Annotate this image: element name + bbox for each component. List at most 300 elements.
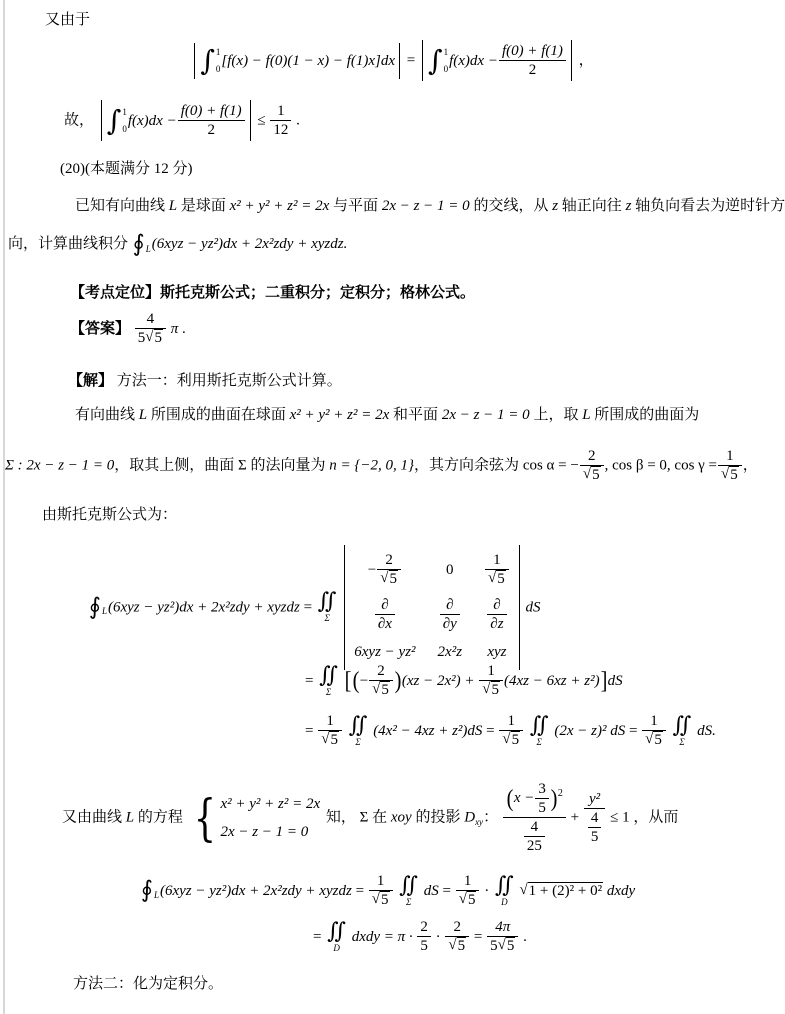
square-root [145,329,163,347]
double-integral-sign [348,712,368,747]
fraction-denominator: ∂x [377,615,392,632]
determinant-cell-r1c3 [484,551,510,589]
equals-sign: = [305,672,314,689]
ellipse-term-1 [503,780,566,855]
square-root [372,681,390,699]
left-bracket: [ [344,667,352,694]
period: . [182,320,186,337]
double-integral-subscript: Σ [325,686,332,697]
radical-sign: √ [371,891,381,908]
radical-sign: √ [458,891,467,908]
math-plane-equation: 2x − z − 1 = 0 [441,407,530,423]
math-sphere-equation: x² + y² + z² = 2x [229,198,330,214]
determinant-cell-r2c3 [486,596,507,633]
text-segment: 向，计算曲线积分 [8,236,132,252]
partial-derivative [375,596,395,633]
square-root [488,570,506,588]
fraction [318,712,342,750]
fraction-denominator: 2 [207,122,215,138]
line-integral-expression: (6xyz − yz²)dx + 2x²zdy + xyzdz [160,882,352,899]
radical-sign: √ [448,937,457,954]
contour-integral-subscript: L [145,243,151,254]
radical-sign: √ [582,466,592,483]
denominator-coefficient: 5 [137,330,146,346]
fraction-one-twelfth [270,102,291,139]
math-sigma: Σ [359,809,369,826]
surface-setup-line1 [75,403,699,427]
paragraph-answer [70,310,186,348]
double-integral-glyph: ∬ [317,589,337,615]
fraction-numerator: ∂ [375,596,395,615]
integral-minus-term: f(x)dx − [449,52,498,69]
fraction-denominator: 12 [273,122,289,138]
fraction-numerator: 4 [588,809,602,828]
radicand: 5 [381,682,389,699]
surface-element-dS: dS [525,599,541,616]
square-root [498,937,516,955]
period: . [296,112,300,129]
double-integral-glyph: ∬ [348,712,368,738]
ellipse-term-2 [584,790,606,846]
text-segment: ， [742,457,758,474]
text-segment: 所围成的曲面为 [590,407,700,423]
integral-lower-limit: 0 [443,64,449,75]
fraction [479,662,503,700]
fraction-numerator: ∂ [487,596,506,615]
text-segment: 的方程 [134,809,187,826]
less-equal-sign: ≤ [610,809,619,826]
integral-upper-limit: 1 [122,106,127,117]
text-segment: 又由曲线 [62,809,126,826]
fraction [369,662,393,700]
fraction [456,872,480,910]
abs-group [101,100,251,141]
contour-integral-glyph: ∮ [141,877,153,904]
text-segment: 轴负向看去为逆时针方 [631,198,785,214]
math-D-subscript: xy [475,816,484,827]
fraction [377,551,401,589]
math-cos-alpha: cos α = − [522,457,579,474]
fraction-denominator [487,937,518,956]
radicand: 5 [654,732,662,749]
fraction [642,712,666,750]
determinant-3x3 [344,545,520,670]
text-segment: 是球面 [177,198,230,214]
math-cos-beta-gamma: cos β = 0, cos γ = [612,457,717,474]
square-root [502,731,520,749]
denominator-coefficient: 5 [490,938,498,954]
integral-glyph: ∫ [200,43,215,77]
method2-title: 方法二：化为定积分。 [73,976,224,992]
fraction-numerator: 2 [580,447,604,466]
fraction-numerator: 2 [377,551,401,570]
math-sigma-plane: Σ : 2x − z − 1 = 0 [5,457,115,474]
fraction [485,551,509,589]
fraction-denominator: 5 [420,938,428,955]
text-segment: ，其方向余弦为 [414,457,523,474]
integral-sign [428,45,448,77]
math-L: L [582,407,591,423]
less-equal-sign: ≤ [257,112,266,129]
radicand: 5 [506,938,515,955]
fraction-numerator: y² [584,790,606,809]
fraction-denominator [369,891,393,910]
determinant-cell-r3c1: 6xyz − yz² [354,643,416,660]
fraction-denominator [135,329,166,348]
double-integral-sign [399,872,418,907]
double-integral-sign [319,662,338,697]
equals-sign: = [303,599,313,616]
fraction-denominator [642,731,666,750]
plus-sign: + [570,809,580,826]
contour-integral-sign [133,233,151,256]
math-normal-vector: n = {−2, 0, 1} [329,457,415,474]
equals-sign: = [486,722,495,739]
contour-integral-sign [141,879,159,902]
fraction-denominator [584,809,606,846]
math-z: z [552,198,559,214]
fraction-numerator: 1 [718,447,742,466]
determinant-cell-r2c1 [374,596,396,633]
math-L: L [138,407,148,423]
fraction [369,872,393,910]
stokes-intro-text: 由斯托克斯公式为： [42,507,178,523]
fraction-denominator [479,681,503,700]
fraction-denominator [503,818,566,855]
fraction-denominator: ∂z [490,615,504,632]
double-integral-subscript: Σ [355,736,361,747]
fraction-denominator [718,466,742,485]
math-line-integral-expression: (6xyz − yz²)dx + 2x²zdy + xyzdz. [151,236,348,252]
dot-operator: · [435,928,441,945]
double-integral-sign [327,918,346,953]
radicand: 5 [154,330,162,347]
fraction-numerator: 2 [417,918,431,937]
inner-fraction [588,809,602,846]
radical-sign: √ [488,570,497,587]
integral-minus-term: f(x)dx − [127,112,177,129]
radical-sign: √ [482,681,491,698]
system-equation-2: 2x − z − 1 = 0 [220,823,309,840]
math-L: L [168,198,178,214]
fraction [499,42,566,79]
factor-term: (4xz − 6xz + z²) [504,672,600,689]
formula-final-line2 [313,918,527,956]
fraction-denominator: 2 [528,62,537,78]
integrand-term: dS. [697,722,716,739]
fraction [445,918,469,956]
radicand: 5 [497,571,505,588]
determinant-cell-r1c1 [368,551,402,589]
equation-system [189,788,321,847]
radical-sign: √ [721,466,730,483]
left-paren: ( [352,667,360,694]
exponent: 2 [557,787,563,799]
integral-glyph: ∫ [428,43,443,77]
math-D: D [464,809,476,826]
math-xoy: xoy [390,809,412,826]
double-integral-subscript: D [501,896,508,907]
fraction-numerator [503,780,566,818]
double-integral-glyph: ∬ [319,662,338,688]
area-element-dxdy: dxdy [606,882,636,899]
formula-expanded-integrand [305,662,623,700]
inner-fraction [524,818,545,855]
radicand: 5 [389,571,397,588]
result-fraction [487,918,518,956]
paragraph-key-points [70,281,475,305]
fraction-numerator: 3 [535,780,549,799]
text-also-because: 又由于 [45,12,91,28]
equals-sign: = [406,52,416,69]
formula-final-line1 [140,872,635,910]
integral-limits [122,105,127,137]
integral-glyph: ∫ [106,103,122,137]
page-left-rule [3,0,5,1014]
fraction-numerator: f(0) + f(1) [178,102,245,121]
radical-sign: √ [321,731,330,748]
square-root [645,731,663,749]
text-therefore: 故， [64,112,95,129]
fraction-numerator: 1 [479,662,503,681]
contour-integral-sign [89,593,107,620]
fraction-numerator: 1 [369,872,393,891]
fraction [499,712,523,750]
partial-derivative [440,596,460,633]
inner-fraction [535,780,549,817]
method1-title: 方法一：利用斯托克斯公式计算。 [116,373,342,389]
determinant-cell-r2c2 [439,596,461,633]
radical-sign: √ [645,731,654,748]
equals-sign: = [442,882,451,899]
radicand: 5 [457,938,466,955]
double-integral-sign [494,872,514,907]
determinant-cell-r3c3: xyz [487,643,507,660]
text-segment: 知， [325,809,360,826]
fraction-denominator [318,731,342,750]
square-root-surface-factor [519,882,603,900]
double-integral-glyph: ∬ [529,712,549,738]
text-segment: 已知有向曲线 [75,198,169,214]
integral-sign [107,105,127,137]
text-segment: 的交线，从 [469,198,553,214]
double-integral-sign [672,712,692,747]
fraction-numerator: 2 [369,662,393,681]
fraction-numerator: 4 [135,310,166,329]
radical-sign: √ [497,937,506,954]
period: . [523,928,527,945]
text-segment: 有向曲线 [75,407,139,423]
partial-derivative [487,596,506,633]
radicand: 5 [511,732,520,749]
text-segment: 所围成的曲面在球面 [147,407,290,423]
square-root [459,891,477,909]
paragraph-also-because [45,8,90,32]
dxdy-equals-pi-term: dxdy = π · [351,928,413,945]
fraction-denominator: 25 [526,838,542,854]
colon: ： [483,809,499,826]
fraction-denominator [456,891,480,910]
double-integral-glyph: ∬ [399,872,418,898]
fraction [718,447,742,485]
contour-integral-subscript: L [153,889,159,900]
equals-sign: = [628,722,638,739]
problem-number-heading [60,157,192,181]
problem-statement-line1 [75,194,785,218]
double-integral-subscript: Σ [679,736,685,747]
radicand: 5 [467,892,476,909]
fraction [178,102,245,139]
integrand-term: (2x − z)² dS [554,722,626,739]
math-sigma: Σ [238,457,247,474]
surface-setup-line2 [5,447,758,485]
contour-integral-glyph: ∮ [132,231,145,258]
answer-label: 【答案】 [70,320,131,337]
double-integral-sign [529,712,549,747]
key-points-text: 【考点定位】斯托克斯公式；二重积分；定积分；格林公式。 [70,285,476,301]
surface-element-dS: dS [423,882,439,899]
formula-simplified-chain [305,712,716,750]
radicand: 1 + (2)² + 0² [528,882,603,899]
fraction-numerator: 1 [456,872,480,891]
text-segment: 上，取 [529,407,583,423]
square-root [372,891,390,909]
integrand-expression: [f(x) − f(0)(1 − x) − f(1)x]dx [221,52,396,69]
equals-sign: = [313,928,322,945]
minus-sign: − [359,672,369,689]
left-brace: { [193,788,216,847]
text-segment: 与平面 [329,198,382,214]
radical-sign: √ [502,731,511,748]
fraction-denominator [580,466,604,485]
fraction-denominator: 5 [590,828,599,845]
text-segment: , [604,457,613,474]
double-integral-sign [318,591,337,623]
contour-integral-subscript: L [101,606,107,617]
minus-sign: − [367,561,377,578]
determinant-cell-r3c2: 2x²z [437,643,463,660]
system-equation-1: x² + y² + z² = 2x [220,795,321,812]
math-L: L [125,809,135,826]
formula-bound-conclusion [64,100,300,141]
right-paren: ) [550,785,558,812]
paragraph-method2 [73,972,223,996]
radicand: 5 [330,732,338,749]
fraction-denominator: 5 [538,800,546,816]
fraction-numerator: f(0) + f(1) [499,42,566,61]
answer-fraction [135,310,166,348]
radical-sign: √ [519,881,528,898]
integral-upper-limit: 1 [443,46,449,57]
double-integral-glyph: ∬ [327,918,346,944]
surface-element-dS: dS [607,672,623,689]
fraction-denominator [445,937,469,956]
integral-upper-limit: 1 [215,46,221,57]
fraction-numerator: 1 [499,712,523,731]
right-bracket: ] [600,667,607,694]
left-paren: ( [506,785,514,812]
fraction [417,918,431,955]
radical-sign: √ [380,570,389,587]
integrand-term: (4x² − 4xz + z²)dS [373,722,483,739]
integral-lower-limit: 0 [215,64,221,75]
square-root [321,731,339,749]
fraction-numerator: 1 [642,712,666,731]
square-root [721,466,739,484]
integral-limits [444,45,449,77]
radical-sign: √ [372,681,381,698]
double-integral-subscript: Σ [405,896,412,907]
integral-sign [200,45,220,77]
fraction-numerator: 4 [524,818,545,837]
problem-statement-line2 [8,232,347,256]
math-plane-equation: 2x − z − 1 = 0 [381,198,470,214]
square-root [583,466,601,484]
math-sphere-equation: x² + y² + z² = 2x [289,407,390,423]
equation-system-rows [220,792,320,844]
text-segment: 在 [368,809,391,826]
contour-integral-glyph: ∮ [89,593,101,620]
fraction-denominator [499,731,523,750]
text-segment: 的法向量为 [246,457,330,474]
trailing-comma: ， [578,52,594,69]
integral-lower-limit: 0 [122,124,127,135]
double-integral-subscript: D [333,942,340,953]
text-segment: 和平面 [389,407,442,423]
line-integral-expression: (6xyz − yz²)dx + 2x²zdy + xyzdz [108,599,300,616]
fraction-denominator [369,681,393,700]
double-integral-glyph: ∬ [672,712,692,738]
fraction-numerator: 1 [270,102,291,121]
text-segment: 轴正向往 [558,198,626,214]
numerator-x-term: x − [513,789,535,806]
radicand: 5 [592,467,600,484]
fraction-numerator: 1 [318,712,342,731]
text-segment: ，从而 [633,809,679,826]
math-z: z [625,198,632,214]
formula-stokes-determinant [88,545,541,670]
paragraph-solution-method1 [68,369,342,393]
factor-term: (xz − 2x²) + [401,672,475,689]
radicand: 5 [730,467,738,484]
fraction-denominator [485,570,509,589]
formula-integral-identity [0,40,785,81]
fraction [580,447,604,485]
text-segment: 的投影 [411,809,465,826]
equals-sign: = [305,722,314,739]
fraction-numerator: 4π [487,918,518,937]
radicand: 5 [381,892,389,909]
double-integral-subscript: Σ [536,736,542,747]
solution-label: 【解】 [68,373,114,389]
formula-curve-projection [62,780,678,855]
problem-number-text: (20)(本题满分 12 分) [60,161,193,177]
dot-operator: · [484,882,490,899]
fraction-numerator: ∂ [440,596,460,615]
right-paren: ) [394,667,402,694]
abs-group-left [194,43,400,79]
determinant-cell-r1c2: 0 [446,561,454,578]
pi-symbol: π [170,320,179,337]
fraction-numerator: 2 [445,918,469,937]
square-root [380,570,398,588]
double-integral-glyph: ∬ [494,872,514,898]
abs-group-right [422,40,572,81]
square-root [482,681,500,699]
radicand: 5 [491,682,500,699]
equals-sign: = [473,928,483,945]
stokes-formula-intro [42,503,177,527]
